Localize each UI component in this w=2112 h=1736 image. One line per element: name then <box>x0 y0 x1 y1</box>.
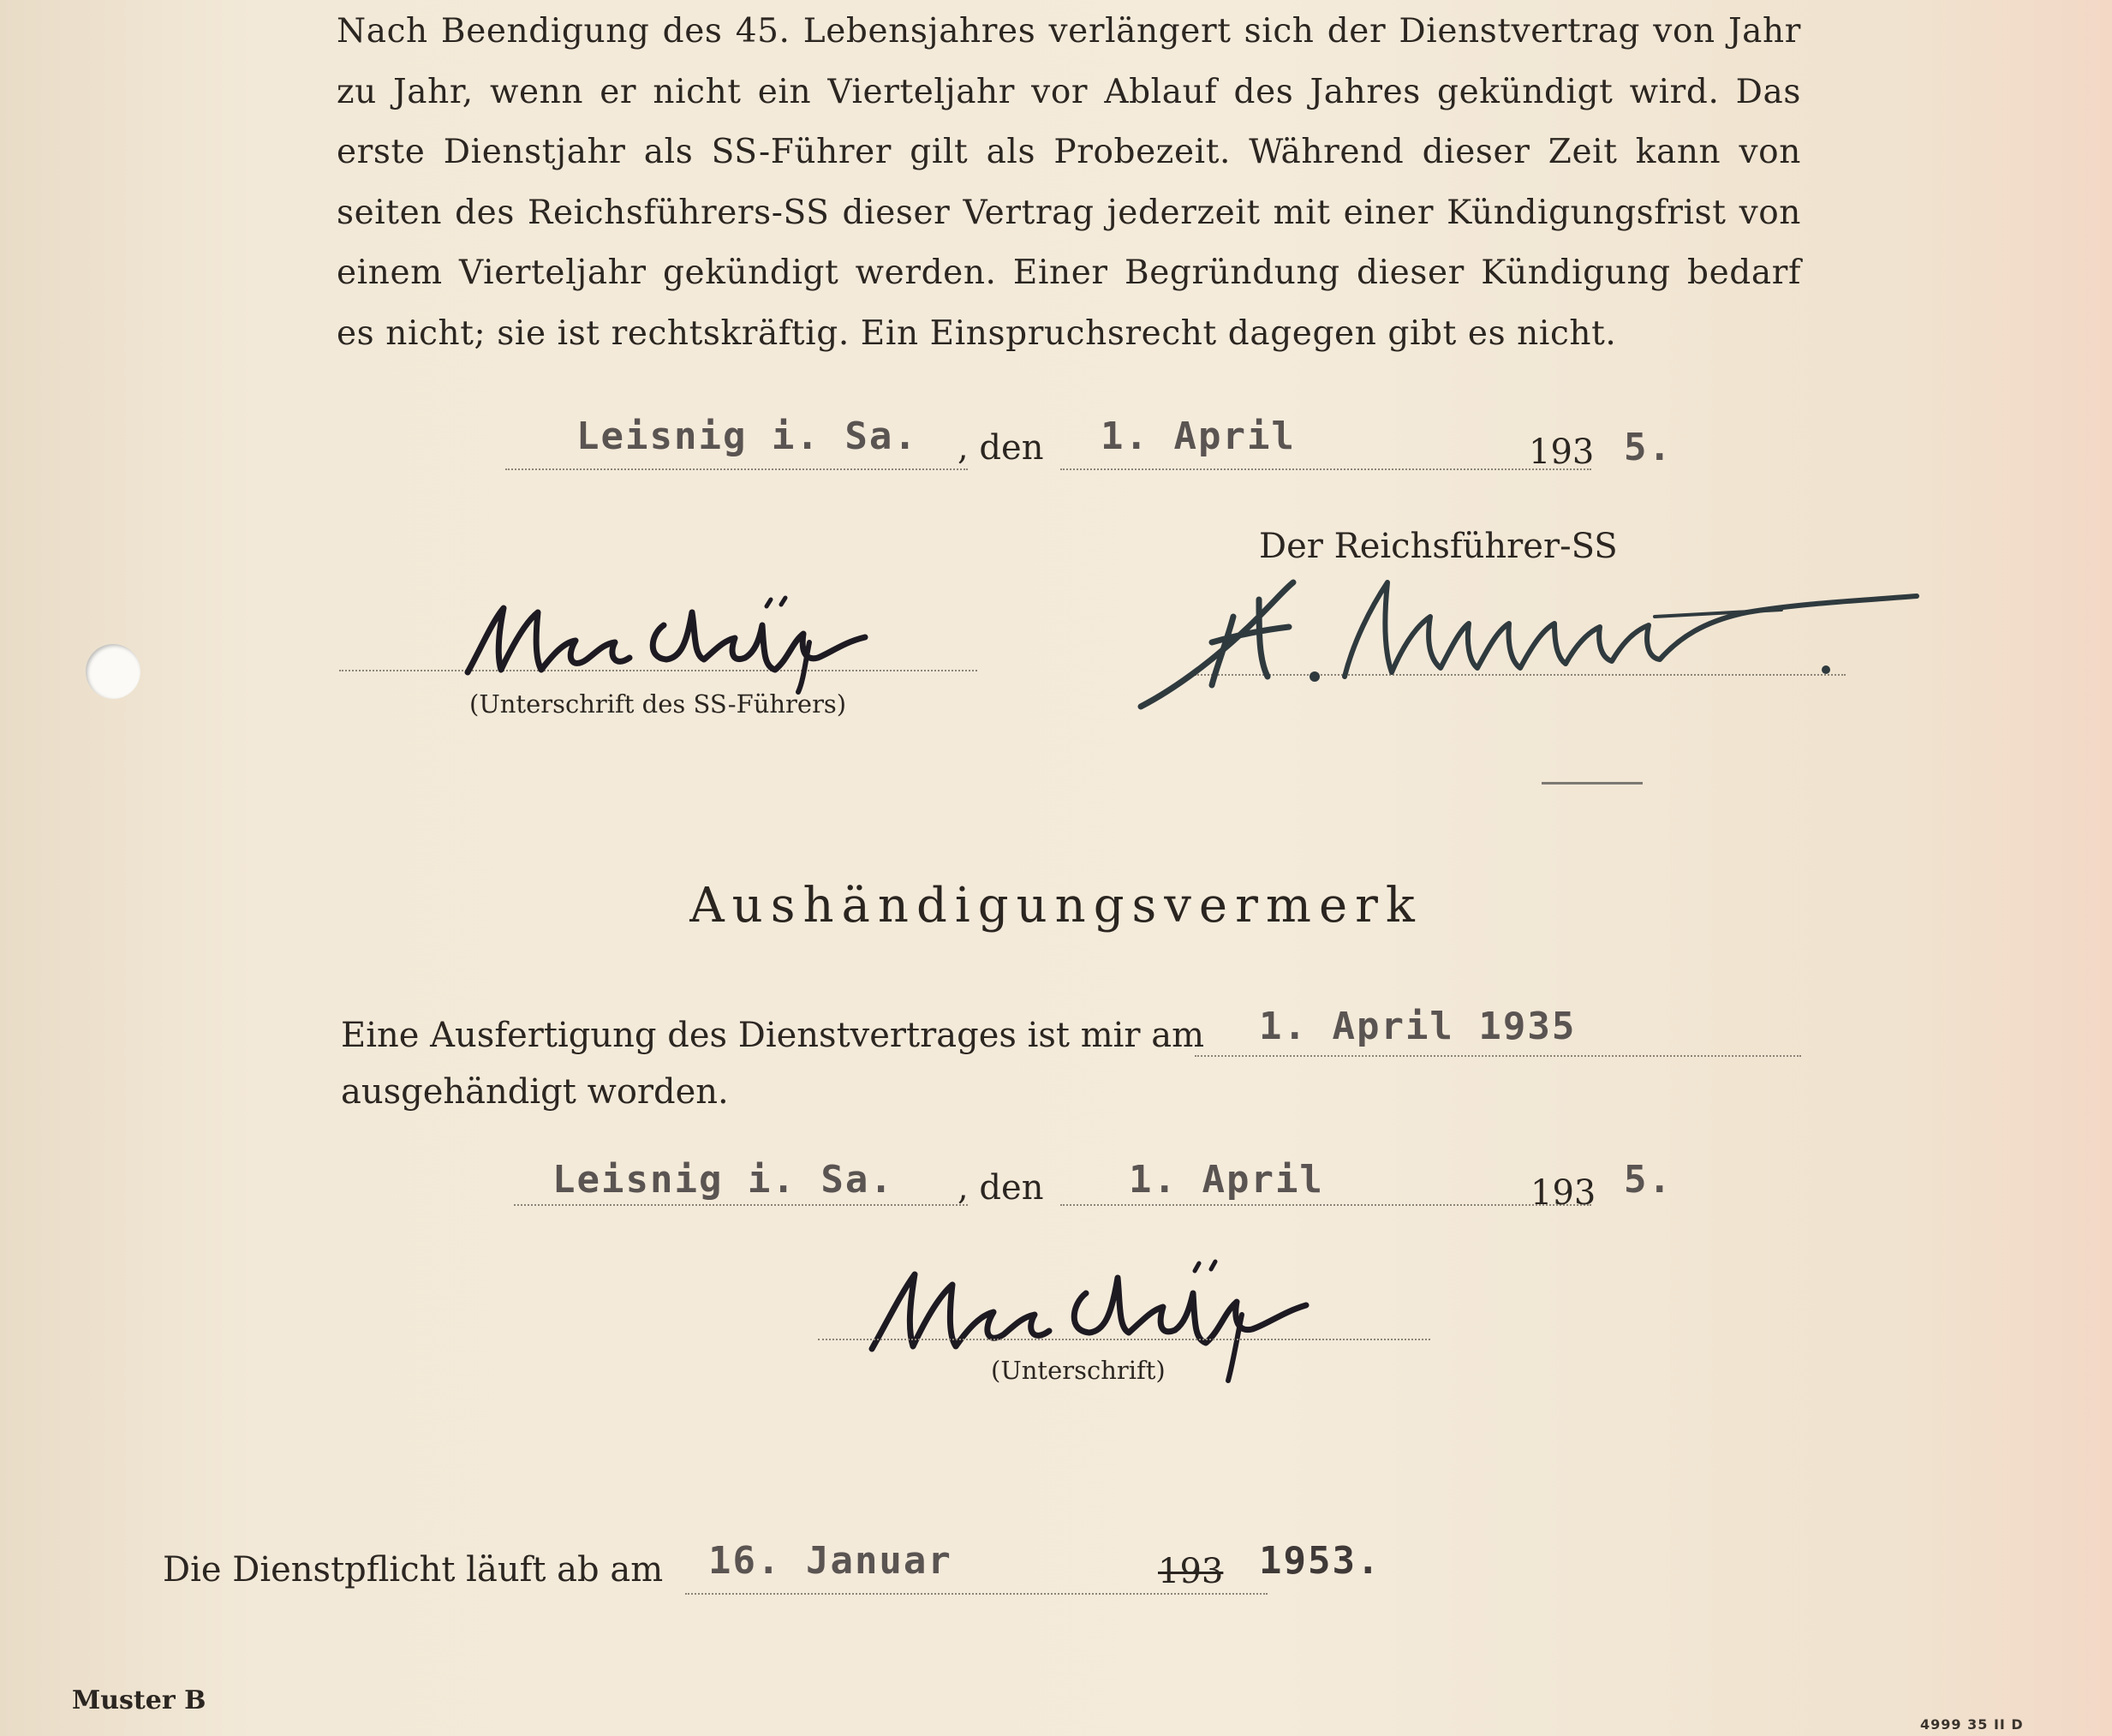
den-label-2: , den <box>958 1168 1044 1208</box>
receipt-date-dotline <box>1195 1055 1801 1057</box>
footer-print-code: 4999 35 II D <box>1920 1716 2024 1733</box>
place-dotline-2 <box>514 1204 968 1206</box>
service-end-date-typed: 16. Januar <box>708 1539 952 1583</box>
punch-hole <box>86 644 140 699</box>
receipt-text-line1: Eine Ausfertigung des Dienstvertrages ist mir am <box>341 1016 1205 1055</box>
signature-label-plain: (Unterschrift) <box>991 1356 1166 1385</box>
place-typed-2: Leisnig i. Sa. <box>552 1158 894 1202</box>
year-prefix-2: 193 <box>1530 1173 1596 1213</box>
service-end-struck-prefix: 193 <box>1158 1552 1224 1591</box>
service-end-year-typed: 1953. <box>1259 1539 1381 1583</box>
receipt-date-typed: 1. April 1935 <box>1259 1005 1577 1048</box>
date-dotline-1 <box>1060 468 1591 470</box>
signature-himmler <box>1131 548 1927 719</box>
year-suffix-1: 5. <box>1624 426 1673 469</box>
place-dotline-1 <box>505 468 968 470</box>
decorative-stroke <box>1542 782 1643 784</box>
signature-label-ss-fuehrer: (Unterschrift des SS-Führers) <box>469 689 847 719</box>
place-typed-1: Leisnig i. Sa. <box>576 415 918 458</box>
signature-max-schaefer-1 <box>462 574 916 694</box>
reichsfuehrer-label: Der Reichsführer-SS <box>1259 527 1618 566</box>
section-heading: Aushändigungsvermerk <box>689 878 1423 934</box>
receipt-text-line2: ausgehändigt worden. <box>341 1072 729 1112</box>
year-prefix-1: 193 <box>1529 433 1595 472</box>
contract-paragraph: Nach Beendigung des 45. Lebensjahres verlängert sich der Dienstvertrag von Jahr zu Jahr, wenn er nicht ein Vierteljahr vor Ablauf des Jahres gekündigt wird. Das erste Dienstjahr als SS-Führer gilt als Probezeit. Während dieser Zeit kann von seiten des Reichsführers-SS dieser Vertrag jederzeit mit einer Kündigungsfrist von einem Vierteljahr gekündigt werden. Einer Begründung dieser Kündigung bedarf es nicht; sie ist rechtskräftig. Ein Einspruchsrecht dagegen gibt es nicht. <box>337 12 1801 353</box>
footer-form-label: Muster B <box>72 1685 206 1715</box>
service-end-label: Die Dienstpflicht läuft ab am <box>163 1550 664 1590</box>
den-label-1: , den <box>958 428 1044 468</box>
service-end-dotline <box>685 1593 1268 1595</box>
date-typed-2: 1. April <box>1129 1158 1324 1202</box>
date-typed-1: 1. April <box>1101 415 1296 458</box>
date-dotline-2 <box>1060 1204 1591 1206</box>
year-suffix-2: 5. <box>1624 1158 1673 1202</box>
signature-dotline-plain <box>818 1339 1430 1340</box>
